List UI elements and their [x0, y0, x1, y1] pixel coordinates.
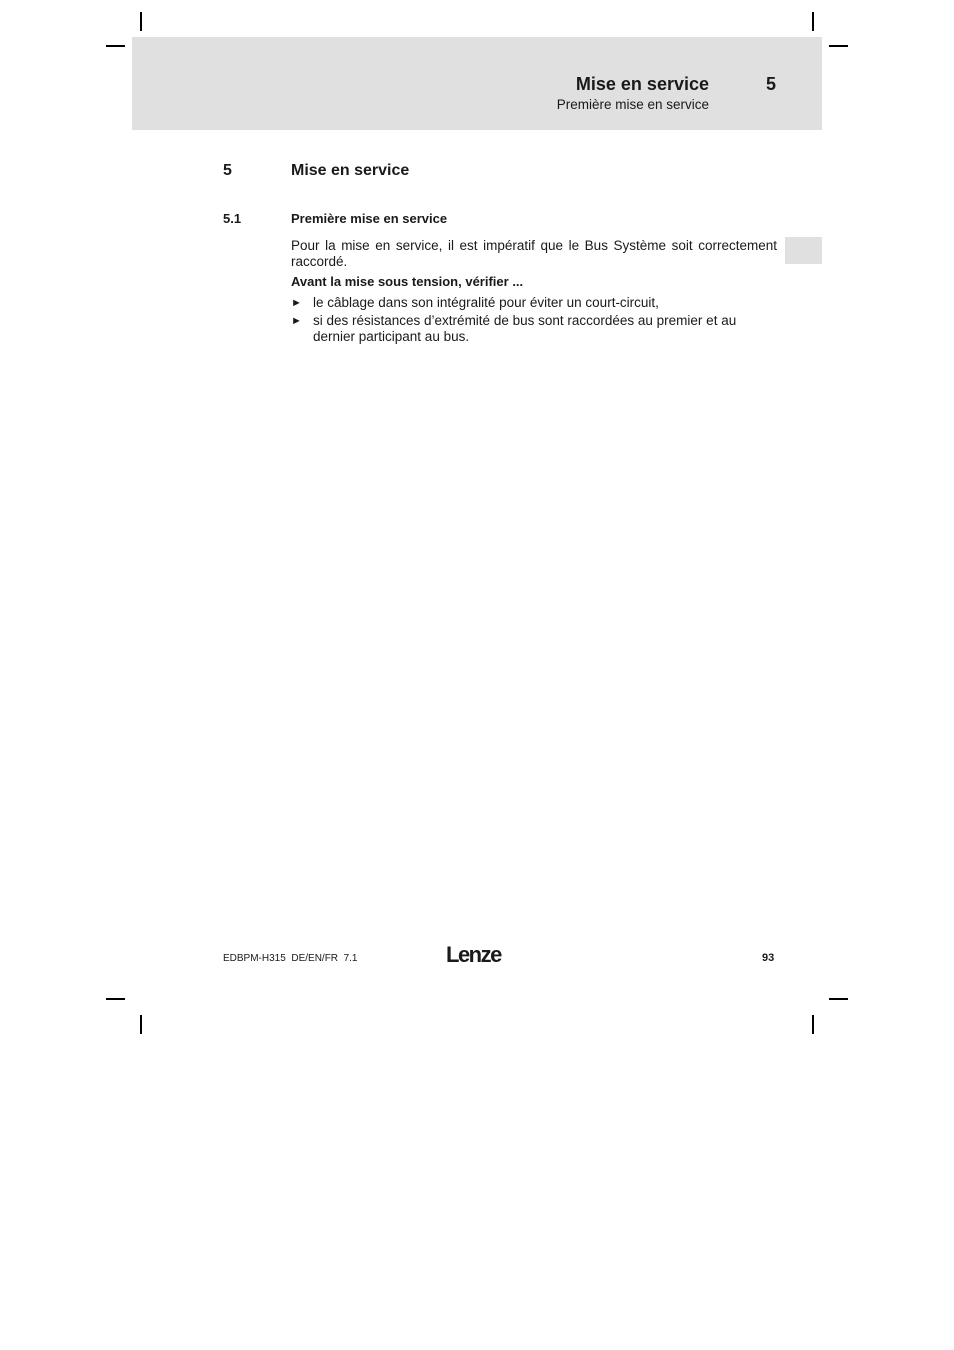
- chapter-side-tab: [785, 237, 822, 264]
- document-id: EDBPM-H315 DE/EN/FR 7.1: [223, 953, 358, 964]
- subsection-number: 5.1: [223, 211, 242, 226]
- intro-paragraph: Pour la mise en service, il est impératif que le Bus Système soit correctement raccordé.: [291, 238, 777, 269]
- header-band: [132, 37, 822, 130]
- crop-mark-bottom-right-horizontal: [829, 998, 848, 1000]
- header-chapter-number: 5: [766, 74, 777, 94]
- list-item-text: le câblage dans son intégralité pour éviter un court-circuit,: [313, 295, 659, 310]
- check-list: [291, 295, 777, 347]
- section-title: Mise en service: [291, 162, 410, 179]
- page-number: 93: [762, 952, 775, 964]
- crop-mark-top-left-horizontal: [106, 45, 125, 47]
- crop-mark-top-left-vertical: [140, 12, 142, 31]
- bullet-arrow-icon: ►: [291, 315, 302, 327]
- crop-mark-top-right-horizontal: [829, 45, 848, 47]
- crop-mark-bottom-left-horizontal: [106, 998, 125, 1000]
- crop-mark-top-right-vertical: [812, 12, 814, 31]
- subsection-title: Première mise en service: [291, 211, 448, 226]
- bullet-arrow-icon: ►: [291, 297, 302, 309]
- list-item: [291, 313, 777, 345]
- header-subtitle: Première mise en service: [556, 97, 709, 112]
- lenze-logo: Lenze: [446, 942, 501, 967]
- list-item-text: si des résistances d’extrémité de bus sont raccordées au premier et au dernier participant au bus.: [313, 313, 737, 344]
- list-item: [291, 295, 777, 311]
- check-heading: Avant la mise sous tension, vérifier ...: [291, 274, 524, 289]
- crop-mark-bottom-left-vertical: [140, 1015, 142, 1034]
- section-number: 5: [223, 162, 232, 179]
- header-title: Mise en service: [575, 74, 709, 94]
- crop-mark-bottom-right-vertical: [812, 1015, 814, 1034]
